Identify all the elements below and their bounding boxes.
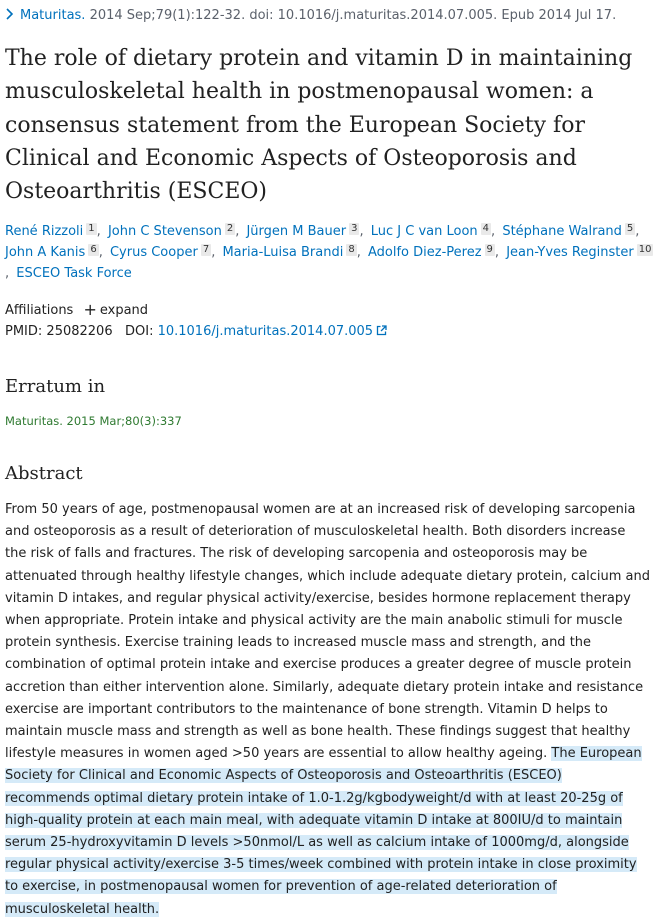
affiliation-number[interactable]: 10 xyxy=(638,244,652,255)
affiliation-number[interactable]: 5 xyxy=(626,223,634,234)
journal-link[interactable]: Maturitas. xyxy=(20,8,86,23)
author-separator: , xyxy=(494,245,500,260)
erratum-heading: Erratum in xyxy=(5,376,106,397)
affiliation-number[interactable]: 1 xyxy=(88,223,95,234)
doi-link[interactable] xyxy=(158,324,387,339)
author-separator: , xyxy=(96,224,101,239)
citation-details: 2014 Sep;79(1):122-32. doi: 10.1016/j.maturitas.2014.07.005. Epub 2014 Jul 17. xyxy=(85,8,617,23)
author-separator: , xyxy=(98,245,103,260)
author-separator: , xyxy=(235,224,240,239)
affiliation-number[interactable]: 8 xyxy=(348,244,355,255)
abstract-heading: Abstract xyxy=(5,463,83,484)
affiliations-row xyxy=(5,300,148,319)
affiliation-number[interactable]: 9 xyxy=(486,244,493,255)
pmid-value: 25082206 xyxy=(46,324,113,339)
affiliations-label: Affiliations xyxy=(5,303,74,318)
affiliation-number[interactable]: 6 xyxy=(90,244,97,255)
affiliation-number[interactable]: 2 xyxy=(226,223,234,234)
affiliation-number[interactable]: 3 xyxy=(351,223,358,234)
author-separator: , xyxy=(211,245,216,260)
affiliation-number[interactable]: 4 xyxy=(482,223,490,234)
abstract-text xyxy=(5,499,650,921)
plus-icon: + xyxy=(83,300,97,319)
affiliations-expand-button[interactable] xyxy=(83,300,149,319)
author-separator: , xyxy=(491,224,496,239)
affiliation-number[interactable]: 7 xyxy=(202,244,210,255)
doi-label: DOI: xyxy=(125,324,158,339)
author-link[interactable]: Stéphane Walrand xyxy=(502,224,622,239)
author-link[interactable]: ESCEO Task Force xyxy=(16,266,132,281)
erratum-link[interactable]: Maturitas. 2015 Mar;80(3):337 xyxy=(5,414,182,428)
authors-list xyxy=(5,221,655,284)
doi-value: 10.1016/j.maturitas.2014.07.005 xyxy=(157,324,374,339)
identifiers-row xyxy=(5,324,387,339)
author-link[interactable]: Cyrus Cooper xyxy=(109,245,198,260)
citation-line xyxy=(5,8,616,23)
author-separator: , xyxy=(359,224,364,239)
article-title: The role of dietary protein and vitamin D in maintaining musculoskeletal health in postmenopausal women: a consensus statement from the European Society for Clinical and Economic Aspects of Osteoporosis and Osteoarthritis (ESCEO) xyxy=(5,46,633,205)
expand-label: expand xyxy=(99,303,149,318)
external-link-icon xyxy=(376,325,387,336)
author-separator: , xyxy=(5,266,10,281)
author-link[interactable]: Luc J C van Loon xyxy=(370,224,478,239)
author-link[interactable]: Maria-Luisa Brandi xyxy=(222,245,344,260)
abstract-text-highlighted: The European Society for Clinical and Economic Aspects of Osteoporosis and Osteoarthritis (ESCEO) recommends optimal dietary protein intake of 1.0-1.2g/kgbodyweight/d with at least 20-25g of high-quality protein at each main meal, with adequate vitamin D intake at 800IU/d to maintain serum 25-hydroxyvitamin D levels >50nmol/L as well as calcium intake of 1000mg/d, alongside regular physical activity/exercise 3-5 times/week combined with protein intake in close proximity to exercise, in postmenopausal women for prevention of age-related deterioration of musculoskeletal health. xyxy=(5,746,642,917)
abstract-text-main: From 50 years of age, postmenopausal women are at an increased risk of developing sarcopenia and osteoporosis as a result of deterioration of musculoskeletal health. Both disorders increase the risk of falls and fractures. The risk of developing sarcopenia and osteoporosis may be attenuated through healthy lifestyle changes, which include adequate dietary protein, calcium and vitamin D intakes, and regular physical activity/exercise, besides hormone replacement therapy when appropriate. Protein intake and physical activity are the main anabolic stimuli for muscle protein synthesis. Exercise training leads to increased muscle mass and strength, and the combination of optimal protein intake and exercise produces a greater degree of muscle protein accretion than either intervention alone. Similarly, adequate dietary protein intake and resistance exercise are important contributors to the maintenance of bone strength. Vitamin D helps to maintain muscle mass and strength as well as bone health. These findings suggest that healthy lifestyle measures in women aged >50 years are essential to allow healthy ageing. xyxy=(5,502,650,762)
author-separator: , xyxy=(356,245,361,260)
author-link[interactable]: Jean-Yves Reginster xyxy=(506,245,634,260)
author-link[interactable]: John C Stevenson xyxy=(107,224,222,239)
chevron-right-icon[interactable] xyxy=(5,8,15,20)
author-link[interactable]: John A Kanis xyxy=(5,245,86,260)
pmid-label: PMID: xyxy=(5,324,47,339)
author-separator: , xyxy=(635,224,640,239)
author-link[interactable]: Jürgen M Bauer xyxy=(246,224,347,239)
author-link[interactable]: Adolfo Diez-Perez xyxy=(368,245,482,260)
author-link[interactable]: René Rizzoli xyxy=(5,224,84,239)
